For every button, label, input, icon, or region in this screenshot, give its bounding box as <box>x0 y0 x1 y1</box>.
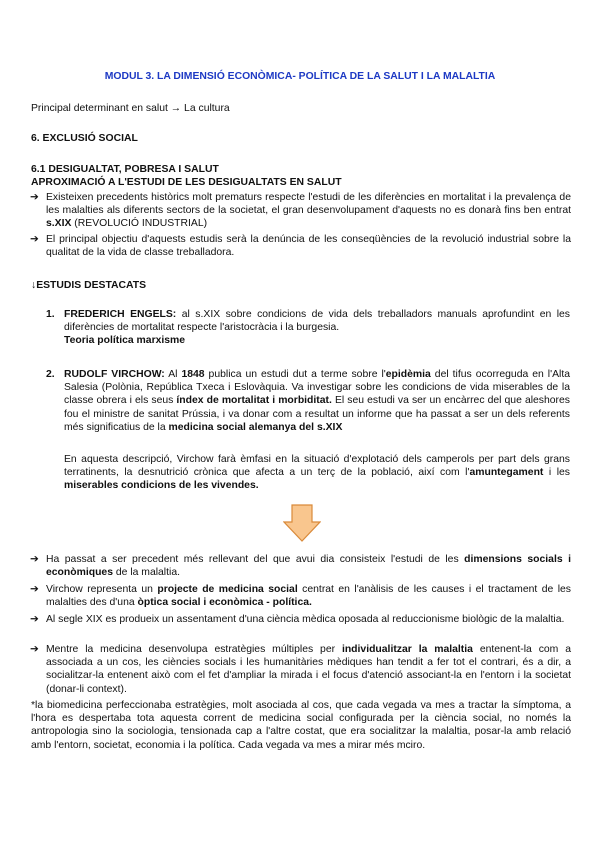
arrow-bullet-icon: ➔ <box>30 614 39 625</box>
estudis-heading: ↓ESTUDIS DESTACATS <box>31 280 147 291</box>
arrow-bullet-icon: ➔ <box>30 644 39 655</box>
arrow-bullet-icon: ➔ <box>30 234 39 245</box>
subsection-subheading: APROXIMACIÓ A L'ESTUDI DE LES DESIGUALTATS EN SALUT <box>31 177 342 188</box>
arrow-bullet-icon: ➔ <box>30 554 39 565</box>
down-arrow-icon <box>283 504 321 542</box>
item-number: 2. <box>46 369 55 380</box>
arrow-bullet-icon: ➔ <box>30 192 39 203</box>
list-item: ➔ Ha passat a ser precedent més rellevant del que avui dia consisteix l'estudi de les dimensions socials i econòmiques de la malaltia. <box>30 554 571 579</box>
paragraph: En aquesta descripció, Virchow farà èmfasi en la situació d'explotació dels camperols per part dels grans terratinents, la desnutrició crònica que afecta a un terç de la població, així com l'amuntegament i les miserables condicions de les vivendes. <box>64 454 570 492</box>
intro-line: Principal determinant en salut → La cultura <box>31 103 230 114</box>
list-item: FREDERICH ENGELS: al s.XIX sobre condicions de vida dels treballadors manuals aprofundint en les diferències de mortalitat respecte l'aristocràcia i la burgesia. Teoria política marxisme <box>64 309 571 347</box>
list-item: ➔ El principal objectiu d'aquests estudis serà la denúncia de les conseqüències de la revolució industrial sobre la qualitat de la vida de classe treballadora. <box>30 234 571 259</box>
arrow-bullet-icon: ➔ <box>30 584 39 595</box>
item-number: 1. <box>46 309 55 320</box>
list-item: ➔ Al segle XIX es produeix un assentament d'una ciència mèdica oposada al reduccionisme biològic de la malaltia. <box>30 614 565 625</box>
list-item: RUDOLF VIRCHOW: Al 1848 publica un estudi dut a terme sobre l'epidèmia del tifus ocorreguda en l'Alta Salesia (Polònia, República Txeca i Eslovàquia. Va investigar sobre les condicions de vida miserables de la classe obrera i els seus índex de mortalitat i morbiditat. El seu estudi va ser un encàrrec del que aleshores fou el ministre de sanitat Prússia, i va donar com a resultat un informe que ha passat a ser un dels referents més significatius de la medicina social alemanya del s.XIX <box>64 369 571 433</box>
page-title: MODUL 3. LA DIMENSIÓ ECONÒMICA- POLÍTICA DE LA SALUT I LA MALALTIA <box>104 71 496 82</box>
subsection-heading: 6.1 DESIGUALTAT, POBRESA I SALUT <box>31 164 219 175</box>
footnote: *la biomedicina perfeccionaba estratègies, molt asociada al cos, que cada vegada va mes a tractar la símptoma, a l'hora es despertaba tota aquesta corrent de medicina social configurada per la ciència social, no només la antropologia sino la sociologia, tensionada cap a l'altre costat, que era socialitzar la malaltia, posar-la amb relació amb l'entorn, societat, economia i la política. Cada vegada va mes a mirar més mciro. <box>31 700 571 751</box>
list-item: ➔ Mentre la medicina desenvolupa estratègies múltiples per individualitzar la malaltia entenent-la com a associada a un cos, les ciències socials i les humanitàries mèdiques han tendit a fer tot el contrari, és a dir, a socialitzar-la entenent això com el fet d'ampliar la mirada i el focus d'atenció associant-la en l'entorn i la societat (donar-li context). <box>30 644 571 695</box>
list-item: ➔ Existeixen precedents històrics molt prematurs respecte l'estudi de les diferències en mortalitat i la prevalença de les malalties als diferents sectors de la societat, el gran desenvolupament d'aquests no es donarà fins ben entrat s.XIX (REVOLUCIÓ INDUSTRIAL) <box>30 192 571 230</box>
section-heading: 6. EXCLUSIÓ SOCIAL <box>31 133 138 144</box>
list-item: ➔ Virchow representa un projecte de medicina social centrat en l'anàlisis de les causes i el tractament de les malalties des d'una òptica social i econòmica - política. <box>30 584 571 609</box>
